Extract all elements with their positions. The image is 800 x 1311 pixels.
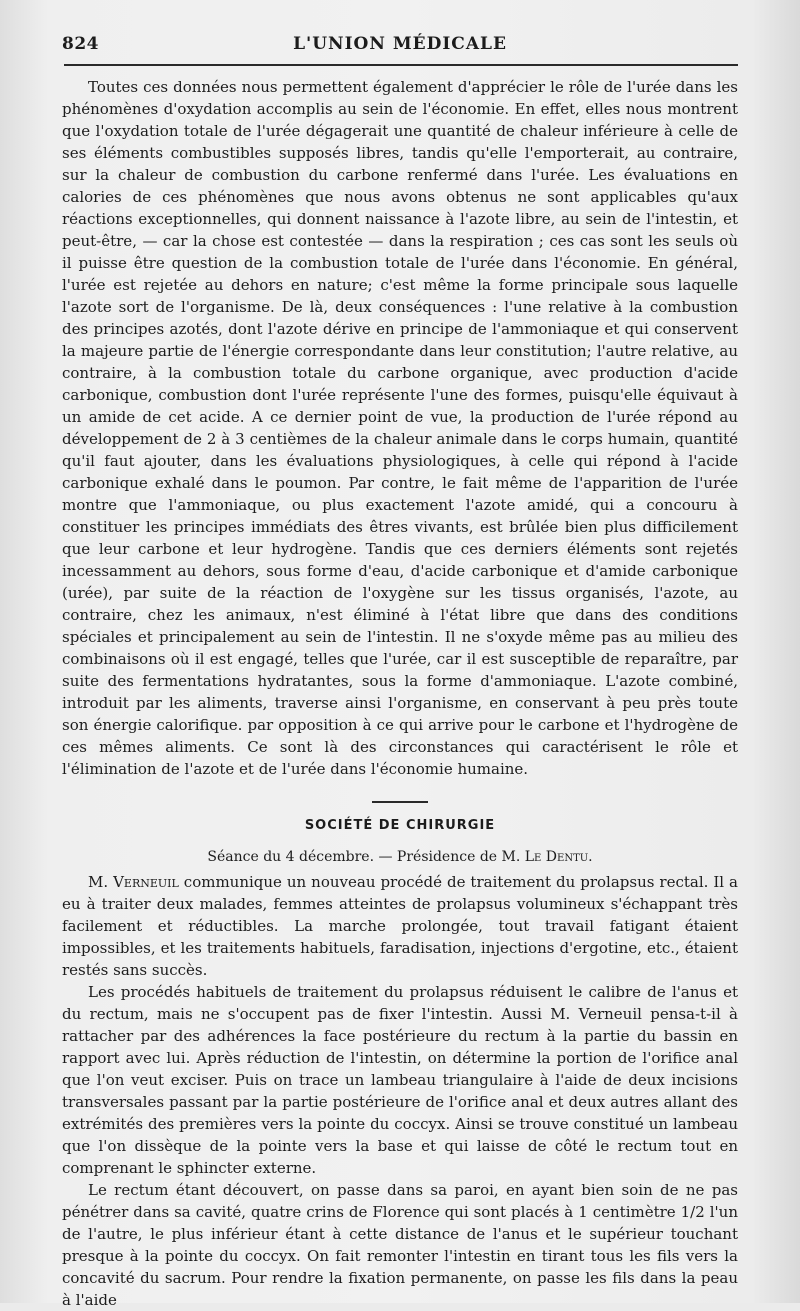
page-header (62, 34, 738, 60)
paragraph-verneuil-intro (62, 871, 738, 981)
article-body (62, 76, 738, 1311)
section-divider (372, 801, 428, 803)
section-title: SOCIÉTÉ DE CHIRURGIE (304, 818, 496, 833)
speaker-name: M. Verneuil (88, 873, 179, 891)
paragraph-uree-oxydation: Toutes ces données nous permettent également d'apprécier le rôle de l'urée dans les phénomènes d'oxydation accomplis au sein de l'économie. En effet, elles nous montrent que l'oxydation totale de l'urée dégagerait une quantité de chaleur inférieure à celle de ses éléments combustibles supposés libres, tandis qu'elle l'emporterait, au contraire, sur la chaleur de combustion du carbone renfermé dans l'urée. Les évaluations en calories de ces phénomènes que nous avons obtenus ne sont applicables qu'aux réactions exceptionnelles, qui donnent naissance à l'azote libre, au sein de l'intestin, et peut-être, — car la chose est contestée — dans la respiration ; ces cas sont les seuls où il puisse être question de la combustion totale de l'urée dans l'économie. En général, l'urée est rejetée au dehors en nature; c'est même la forme principale sous laquelle l'azote sort de l'organisme. De là, deux conséquences : l'une relative à la combustion des principes azotés, dont l'azote dérive en principe de l'ammoniaque et qui conservent la majeure partie de l'énergie correspondante dans leur constitution; l'autre relative, au contraire, à la combustion totale du carbone organique, avec production d'acide carbonique, combustion dont l'urée représente l'une des formes, puisqu'elle équivaut à un amide de cet acide. A ce dernier point de vue, la production de l'urée répond au développement de 2 à 3 centièmes de la chaleur animale dans le corps humain, quantité qu'il faut ajouter, dans les évaluations physiologiques, à celle qui répond à l'acide carbonique exhalé dans le poumon. Par contre, le fait même de l'apparition de l'urée montre que l'ammoniaque, ou plus exactement l'azote amidé, qui a concouru à constituer les principes immédiats des êtres vivants, est brûlée bien plus difficilement que leur carbone et leur hydrogène. Tandis que ces derniers éléments sont rejetés incessamment au dehors, sous forme d'eau, d'acide carbonique et d'amide carbonique (urée), par suite de la réaction de l'oxygène sur les tissus organisés, l'azote, au contraire, chez les animaux, n'est éliminé à l'état libre que dans des conditions spéciales et principalement au sein de l'intestin. Il ne s'oxyde même pas au milieu des combinaisons où il est engagé, telles que l'urée, car il est susceptible de reparaître, par suite des fermentations hydratantes, sous la forme d'ammoniaque. L'azote combiné, introduit par les aliments, traverse ainsi l'organisme, en conservant à peu près toute son énergie calorifique. par opposition à ce qui arrive pour le carbone et l'hydrogène de ces mêmes aliments. Ce sont là des circonstances qui caractérisent le rôle et l'élimination de l'azote et de l'urée dans l'économie humaine. (62, 78, 738, 778)
paragraph-procedes: Les procédés habituels de traitement du prolapsus réduisent le calibre de l'anus et du rectum, mais ne s'occupent pas de fixer l'intestin. Aussi M. Verneuil pensa-t-il à rattacher par des adhérences la face postérieure du rectum à la partie du bassin en rapport avec lui. Après réduction de l'intestin, on détermine la portion de l'orifice anal que l'on veut exciser. Puis on trace un lambeau triangulaire à l'aide de deux incisions transversales passant par la partie postérieure de l'orifice anal et deux autres allant des extrémités des premières vers la pointe du coccyx. Ainsi se trouve constitué un lambeau que l'on dissèque de la pointe vers la base et qui laisse de côté le rectum tout en comprenant le sphincter externe. (62, 983, 738, 1177)
page-number: 824 (62, 34, 99, 54)
president-name: Le Dentu (524, 849, 589, 865)
paragraph-rectum: Le rectum étant découvert, on passe dans sa paroi, en ayant bien soin de ne pas pénétrer dans sa cavité, quatre crins de Florence qui sont placés à 1 centimètre 1/2 l'un de l'autre, le plus inférieur étant à cette distance de l'anus et le supérieur touchant presque à la pointe du coccyx. On fait remonter l'intestin en tirant tous les fils vers la concavité du sacrum. Pour rendre la fixation permanente, on passe les fils dans la peau à l'aide (62, 1181, 738, 1309)
running-title: L'UNION MÉDICALE (293, 34, 507, 54)
session-line (62, 847, 738, 867)
session-end: . (588, 849, 593, 865)
session-date-text: Séance du 4 décembre. — Présidence de M. (207, 849, 525, 865)
paragraph-verneuil-text: communique un nouveau procédé de traitement du prolapsus rectal. Il a eu à traiter deux malades, femmes atteintes de prolapsus volumineux s'échappant très facilement et réductibles. La marche prolongée, tout travail fatigant étaient impossibles, et les traitements habituels, faradisation, injections d'ergotine, etc., étaient restés sans succès. (62, 873, 739, 979)
header-rule (64, 64, 738, 66)
